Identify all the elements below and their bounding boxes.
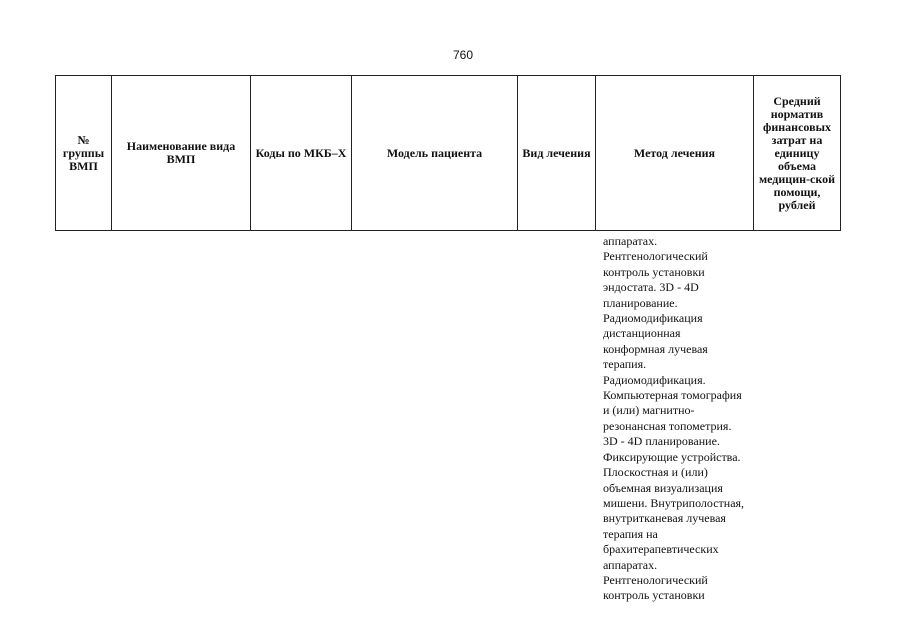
- method-text-line: эндостата. 3D - 4D: [603, 280, 699, 295]
- method-text-line: конформная лучевая: [603, 341, 708, 356]
- method-text-line: внутритканевая лучевая: [603, 511, 726, 526]
- method-text-line: терапия.: [603, 357, 647, 372]
- method-text-line: Радиомодификация.: [603, 372, 706, 387]
- column-header-group-number: № группы ВМП: [56, 76, 112, 231]
- method-text-line: Рентгенологический: [603, 249, 708, 264]
- column-header-treatment-type: Вид лечения: [518, 76, 596, 231]
- method-text-line: терапия на: [603, 526, 658, 541]
- method-text-line: брахитерапевтических: [603, 542, 719, 557]
- method-text-line: аппаратах.: [603, 234, 658, 248]
- column-header-vmp-name: Наименование вида ВМП: [112, 76, 251, 231]
- method-text-line: резонансная топометрия.: [603, 418, 732, 433]
- treatment-method-text: [603, 234, 763, 604]
- method-text-line: Радиомодификация: [603, 311, 703, 326]
- method-text-line: дистанционная: [603, 326, 681, 341]
- method-text-line: и (или) магнитно-: [603, 403, 695, 418]
- column-header-icd-codes: Коды по МКБ–Х: [251, 76, 352, 231]
- method-text-line: Плоскостная и (или): [603, 465, 708, 480]
- header-row: [56, 76, 841, 231]
- method-text-line: контроль установки: [603, 264, 705, 279]
- column-header-average-cost: Средний норматив финансовых затрат на единицу объема медицин-ской помощи, рублей: [754, 76, 841, 231]
- column-header-treatment-method: Метод лечения: [596, 76, 754, 231]
- method-text-line: аппаратах.: [603, 557, 658, 572]
- column-header-patient-model: Модель пациента: [352, 76, 518, 231]
- method-text-line: Рентгенологический: [603, 572, 708, 587]
- method-text-line: Фиксирующие устройства.: [603, 449, 741, 464]
- table-header: [55, 75, 841, 231]
- method-text-line: объемная визуализация: [603, 480, 723, 495]
- method-text-line: 3D - 4D планирование.: [603, 434, 720, 449]
- method-text-line: контроль установки: [603, 588, 705, 603]
- method-text-line: Компьютерная томография: [603, 388, 742, 403]
- method-text-line: мишени. Внутриполостная,: [603, 495, 745, 510]
- page-number: 760: [452, 48, 474, 62]
- method-text-line: планирование.: [603, 295, 678, 310]
